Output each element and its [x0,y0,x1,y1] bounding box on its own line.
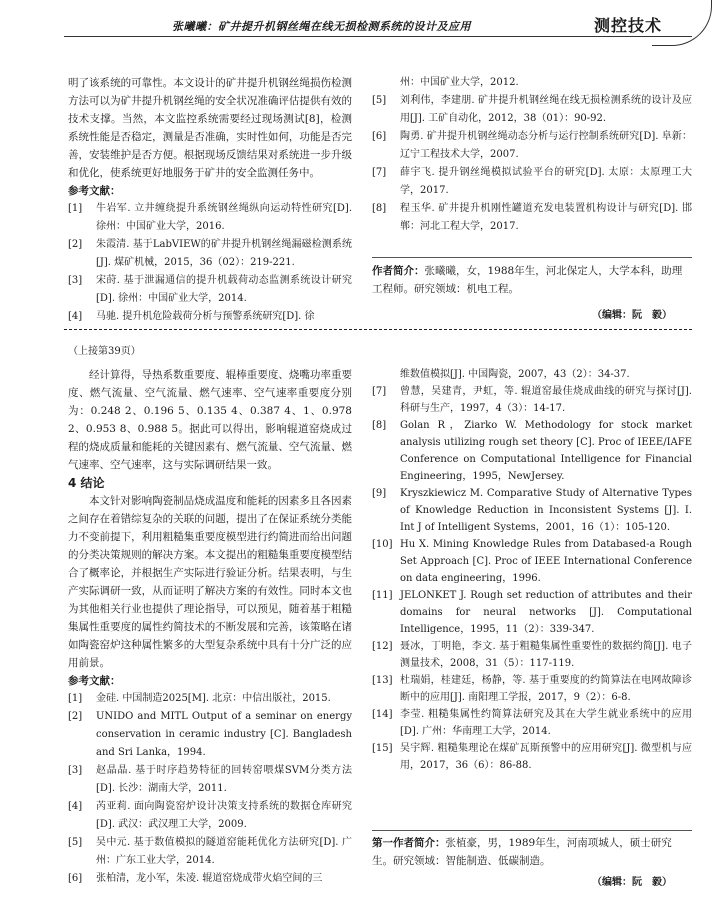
top-right-column [372,74,692,236]
references-heading: 参考文献： [68,185,121,197]
reference-item: [6] 陶勇. 矿井提升机钢丝绳动态分析与运行控制系统研究[D]. 阜新：辽宁工程技术大学，2007. [372,131,692,160]
reference-item: [4] 芮亚莉. 面向陶瓷窑炉设计决策支持系统的数据仓库研究[D]. 武汉：武汉理工大学，2009. [68,801,352,830]
bottom-right-column [372,366,692,774]
reference-item: [5] 吴中元. 基于数值模拟的隧道窑能耗优化方法研究[D]. 广州：广东工业大学，2014. [68,837,352,866]
editor-note: （编辑：阮 毅） [592,310,672,321]
reference-item: [5] 刘利伟，李建朋. 矿井提升机钢丝绳在线无损检测系统的设计及应用[J]. 工矿自动化，2012，38（01）：90-92. [372,95,692,124]
section-heading: 4 结论 [68,476,105,490]
reference-item: [3] 宋莳. 基于泄漏通信的提升机载荷动态监测系统设计研究[D]. 徐州：中国矿业大学，2014. [68,275,352,304]
bottom-left-column [68,366,352,888]
header-arc-decoration [652,0,712,46]
closing-paragraph: 明了该系统的可靠性。本文设计的矿井提升机钢丝绳损伤检测方法可以为矿井提升机钢丝绳的安全状况准确评估提供有效的技术支撑。当然，本文监控系统需要经过现场测试[8]，检测系统性能是否稳定，测量是否准确，实时性如何，功能是否完善，安装维护是否方便。根据现场反馈结果对系统进一步升级和优化，使系统更好地服务于矿井的安全监测任务中。 [68,77,352,179]
reference-item: [13] 杜瑞娟，桂建廷，杨静，等. 基于重要度的约简算法在电网故障诊断中的应用[J]. 南阳理工学报，2017，9（2）：6-8. [372,675,692,703]
reference-item: [3] 赵晶晶. 基于时序趋势特征的回转窑喂煤SVM分类方法[D]. 长沙：湖南大学，2011. [68,765,352,794]
reference-item: [9] Kryszkiewicz M. Comparative Study of Alternative Types of Knowledge Reduction in Inconsistent Systems [J]. I. Int J of Intelligent Systems，2001，16（1）：105-120. [372,488,692,533]
reference-item: [12] 聂冰，丁明艳，李文. 基于粗糙集属性重要性的数据约简[J]. 电子测量技术，2008，31（5）：117-119. [372,641,692,669]
analysis-paragraph: 经计算得，导热系数重要度、辊棒重要度、烧嘴功率重要度、燃气流量、空气流量、燃气速率、空气速率重要度分别为：0.248 2、0.196 5、0.135 4、0.387 4、1、0.978 2、0.953 8、0.988 5。据此可以得出，影响辊道窑烧成过程的烧成质量和能耗的关键因素有、燃气流量、空气流量、燃气速率、空气速率，这与实际调研结果一致。 [68,369,352,471]
references-heading: 参考文献： [68,675,121,687]
reference-item: [4] 马驰. 提升机危险载荷分析与预警系统研究[D]. 徐 [68,311,315,322]
conclusion-paragraph: 本文针对影响陶瓷制品烧成温度和能耗的因素多且各因素之间存在着错综复杂的关联的问题，提出了在保证系统分类能力不变前提下，利用粗糙集重要度模型进行约简进而给出问题的分类决策规则的解决方案。本文提出的粗糙集重要度模型结合了概率论，并根据生产实际进行验证分析。结果表明，与生产实际调研一致，从而证明了解决方案的有效性。同时本文也为其他相关行业也提供了理论指导，可以预见，随着基于粗糙集属性重要度的属性约简技术的不断发展和完善，该策略在诸如陶瓷窑炉这种属性繁多的大型复杂系统中具有十分广泛的应用前景。 [68,495,352,669]
continued-note: （上接第39页） [68,346,141,357]
bio-rule [372,830,692,831]
reference-item: [1] 金硅. 中国制造2025[M]. 北京：中信出版社，2015. [68,693,331,704]
reference-item: [6] 张柏清，龙小军，朱凌. 辊道窑烧成带火焰空间的三 [68,873,323,884]
journal-name: 测控技术 [594,16,663,35]
reference-item: 维数值模拟[J]. 中国陶瓷，2007，43（2）：34-37. [400,369,630,380]
reference-item: 州：中国矿业大学，2012. [400,77,519,88]
first-author-bio [372,834,692,870]
reference-item: [14] 李莹. 粗糙集属性约简算法研究及其在大学生就业系统中的应用[D]. 广州：华南理工大学，2014. [372,709,692,737]
bio-label: 第一作者简介： [372,837,446,849]
bio-text: 张植豪，男，1989年生，河南项城人，硕士研究生。研究领域：智能制造、低碳制造。 [372,837,672,867]
reference-item: [8] 程玉华. 矿井提升机刚性罐道充发电装置机构设计与研究[D]. 邯郸：河北工程大学，2017. [372,203,692,232]
reference-item: [1] 牛岩军. 立井缠绕提升系统钢丝绳纵向运动特性研究[D]. 徐州：中国矿业大学，2016. [68,203,352,232]
running-title: 张曦曦：矿井提升机钢丝绳在线无损检测系统的设计及应用 [172,20,471,33]
bio-rule [372,257,692,258]
reference-item: [2] UNIDO and MITL Output of a seminar on energy conservation in ceramic industry [C]. Bangladesh and Sri Lanka，1994. [68,711,352,758]
reference-item: [2] 朱霞清. 基于LabVIEW的矿井提升机钢丝绳漏磁检测系统[J]. 煤矿机械，2015，36（02）：219-221. [68,239,352,268]
top-left-column [68,74,352,326]
reference-item: [15] 吴宇辉. 粗糙集理论在煤矿瓦斯预警中的应用研究[J]. 微型机与应用，2017，36（6）：86-88. [372,743,692,771]
header-rule [64,36,692,37]
bio-text: 张曦曦，女，1988年生，河北保定人，大学本科，助理工程师。研究领域：机电工程。 [372,265,683,295]
article-divider [64,329,692,330]
reference-item: [7] 薛宇飞. 提升钢丝绳模拟试验平台的研究[D]. 太原：太原理工大学，2017. [372,167,692,196]
editor-note: （编辑：阮 毅） [592,877,672,888]
page-header [0,0,715,44]
reference-item: [11] JELONKET J. Rough set reduction of attributes and their domains for neural networks [J]. Computational Intelligence，1995，11（2）：339-347. [372,590,692,635]
reference-item: [7] 曾慧，吴建青，尹虹，等. 辊道窑最佳烧成曲线的研究与探讨[J]. 科研与生产，1997，4（3）：14-17. [372,386,692,414]
reference-item: [10] Hu X. Mining Knowledge Rules from Databased-a Rough Set Approach [C]. Proc of IEEE International Conference on data engineering，1996. [372,539,692,584]
reference-item: [8] Golan R，Ziarko W. Methodology for stock market analysis utilizing rough set theory [C]. Proc of IEEE/IAFE Conference on Computational Intelligence for Financial Engineering，1995，NewJersey. [372,420,692,482]
bio-label: 作者简介： [372,265,425,277]
author-bio [372,262,692,298]
